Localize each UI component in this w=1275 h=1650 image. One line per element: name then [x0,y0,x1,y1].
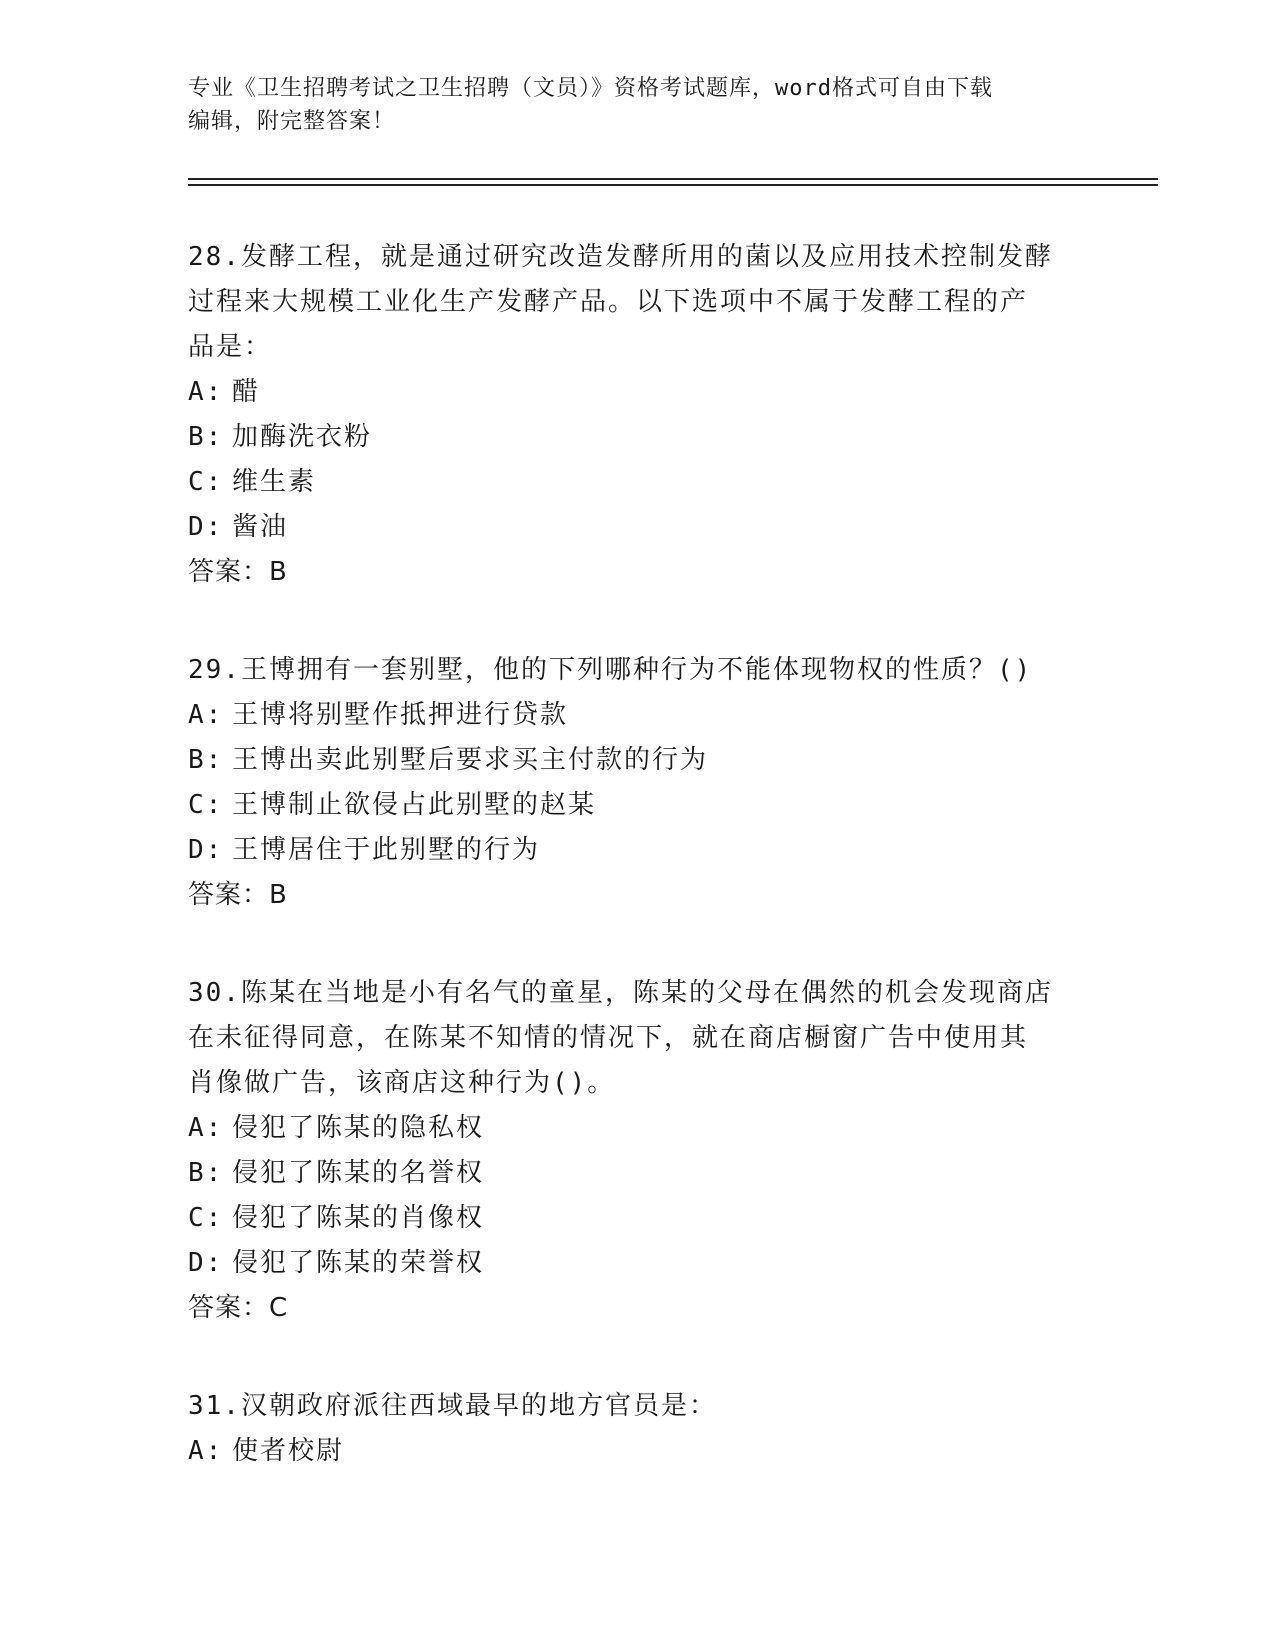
option-d [188,1241,1088,1286]
option-d [188,828,1088,873]
header-line-2: 编辑，附完整答案！ [188,109,396,134]
option-text: 加酶洗衣粉 [232,422,373,452]
header-divider-bottom [188,184,1158,186]
header-line-1: 专业《卫生招聘考试之卫生招聘（文员）》资格考试题库，word格式可自由下载 [188,76,993,101]
question-text [188,235,1088,370]
question-line: 过程来大规模工业化生产发酵产品。以下选项中不属于发酵工程的产 [188,287,1029,317]
option-key: A: [188,700,224,730]
option-text: 侵犯了陈某的隐私权 [232,1113,485,1143]
option-a [188,1106,1088,1151]
option-key: B: [188,1158,224,1188]
question-text [188,1384,1088,1429]
option-key: D: [188,835,224,865]
option-text: 醋 [232,377,261,407]
question-28 [188,235,1088,595]
answer-label: 答案：B [188,557,288,587]
option-c [188,460,1088,505]
option-text: 维生素 [232,467,317,497]
option-text: 王博居住于此别墅的行为 [232,835,541,865]
option-text: 酱油 [232,512,289,542]
option-key: C: [188,790,224,820]
question-line: 肖像做广告，该商店这种行为()。 [188,1068,616,1098]
option-b [188,415,1088,460]
option-c [188,783,1088,828]
option-a [188,693,1088,738]
option-b [188,738,1088,783]
question-31 [188,1384,1088,1474]
option-text: 使者校尉 [232,1436,345,1466]
question-29 [188,648,1088,918]
option-key: D: [188,1248,224,1278]
question-text [188,648,1088,693]
option-key: D: [188,512,224,542]
option-key: C: [188,467,224,497]
option-text: 王博出卖此别墅后要求买主付款的行为 [232,745,709,775]
question-30 [188,971,1088,1331]
header-divider-top [188,178,1158,180]
answer-label: 答案：B [188,880,288,910]
question-text [188,971,1088,1106]
question-line: 30.陈某在当地是小有名气的童星，陈某的父母在偶然的机会发现商店 [188,978,1053,1008]
document-header [188,72,1088,138]
question-line: 在未征得同意，在陈某不知情的情况下，就在商店橱窗广告中使用其 [188,1023,1029,1053]
option-text: 王博制止欲侵占此别墅的赵某 [232,790,597,820]
option-text: 侵犯了陈某的肖像权 [232,1203,485,1233]
question-line: 28.发酵工程，就是通过研究改造发酵所用的菌以及应用技术控制发酵 [188,242,1053,272]
option-key: A: [188,1113,224,1143]
option-key: B: [188,745,224,775]
question-list [188,235,1088,1527]
question-line: 31.汉朝政府派往西域最早的地方官员是： [188,1391,717,1421]
option-key: C: [188,1203,224,1233]
option-c [188,1196,1088,1241]
option-a [188,1429,1088,1474]
option-key: B: [188,422,224,452]
option-a [188,370,1088,415]
option-d [188,505,1088,550]
option-key: A: [188,377,224,407]
option-key: A: [188,1436,224,1466]
option-text: 侵犯了陈某的名誉权 [232,1158,485,1188]
question-line: 品是： [188,332,273,362]
answer-label: 答案：C [188,1293,289,1323]
option-text: 王博将别墅作抵押进行贷款 [232,700,569,730]
option-b [188,1151,1088,1196]
question-line: 29.王博拥有一套别墅，他的下列哪种行为不能体现物权的性质？() [188,655,1033,685]
option-text: 侵犯了陈某的荣誉权 [232,1248,485,1278]
